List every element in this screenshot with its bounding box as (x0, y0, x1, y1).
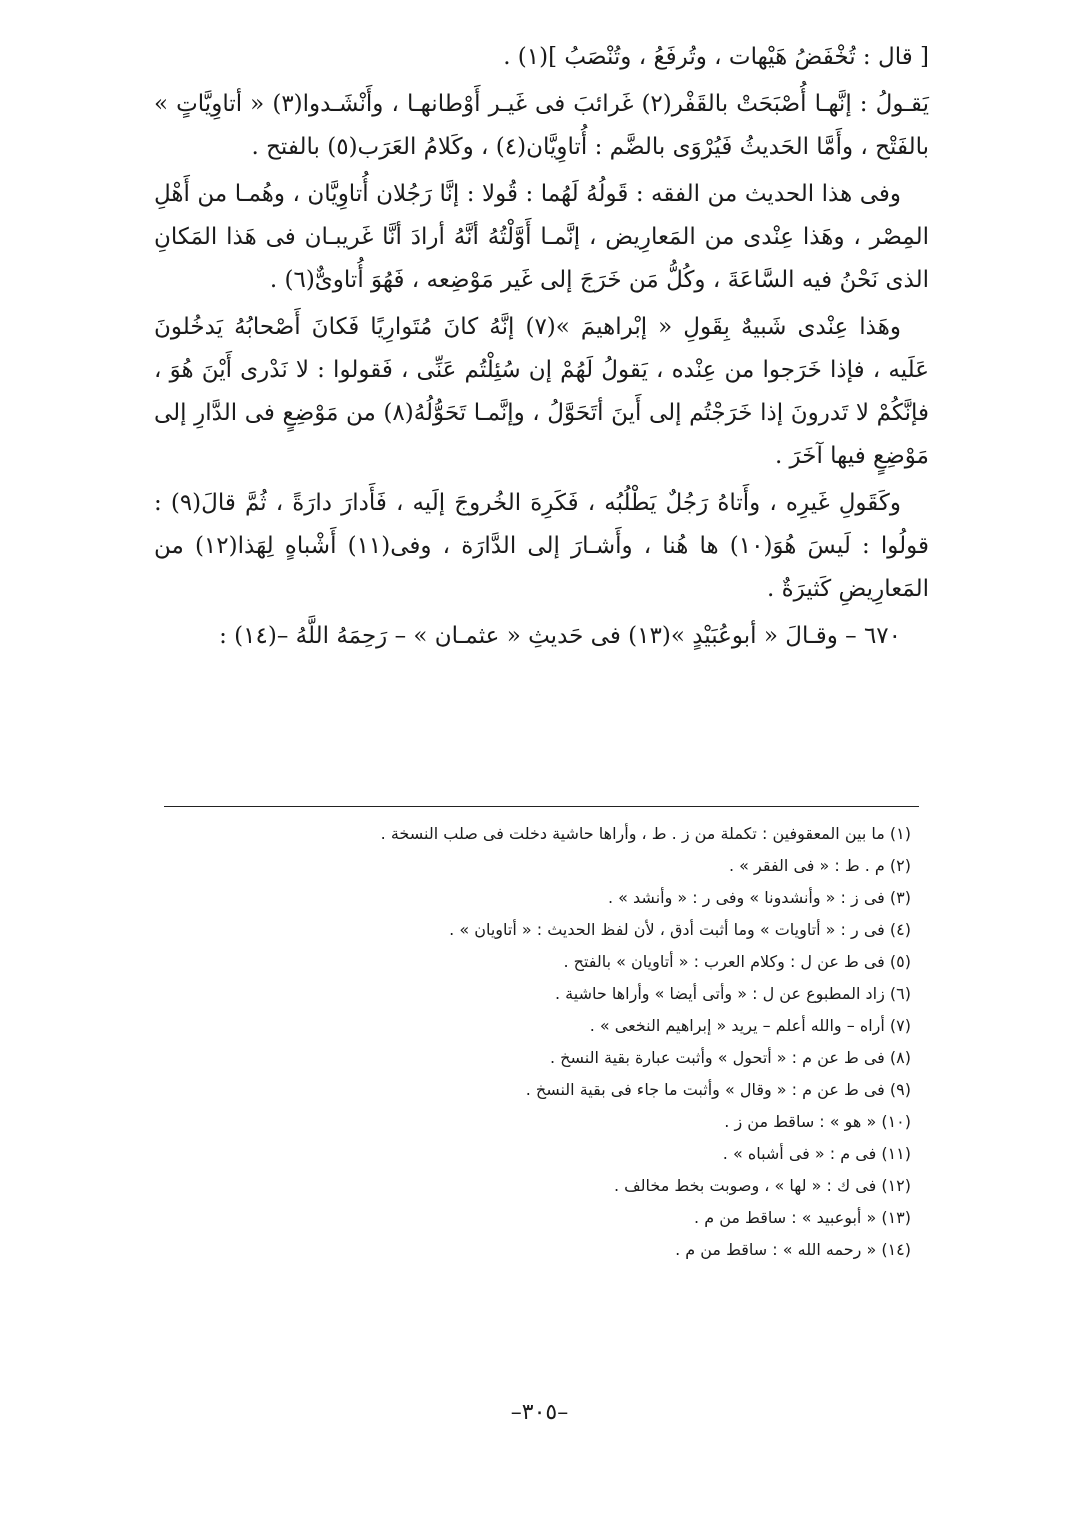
footnote-item: (٧) أراه – والله أعلم – يريد « إبراهيم النخعى » . (589, 1016, 911, 1035)
footnote-item: (٩) فى ط عن م : « وقال » وأثبت ما جاء فى بقية النسخ . (525, 1080, 911, 1099)
footnote-item: (١١) فى م : « فى أشباه » . (722, 1144, 911, 1163)
paragraph-2: يَقـولُ : إنَّهـا أُصْبَحَتْ بالقَفْر(٢) غَرائبَ فى غَيـر أَوْطانهـا ، وأَنْشَـدوا(٣) « أتاوِيَّاتٍ » بالفَتْح ، وأَمَّا الحَديثُ فَيُرْوَى بالضَّم : أُتاوِيَّان(٤) ، وكَلامُ العَرَب(٥) بالفتح . (154, 91, 929, 160)
footnote-item: (٤) فى ر : « أتاويات » وما أثبت أدق ، لأن لفظ الحديث : « أتاويان » . (449, 920, 911, 939)
footnote-item: (١٤) « رحمه الله » : ساقط من م . (675, 1240, 911, 1259)
main-text-block (154, 36, 929, 662)
footnote-item: (٦) زاد المطبوع عن ل : « وأتى أيضا » وأراها حاشية . (555, 984, 911, 1003)
paragraph-1: [ قال : تُخْفَضُ هَيْهات ، وتُرفَعُ ، وتُنْصَبُ ](١) . (503, 44, 929, 70)
footnote-item: (٢) م . ط : « فى الفقر » . (728, 856, 911, 875)
footnote-item: (١) ما بين المعقوفين : تكملة من ز . ط ، وأراها حاشية دخلت فى صلب النسخة . (380, 824, 911, 843)
footnote-item: (٣) فى ز : « وأنشدونا » وفى ر : « وأنشد » . (607, 888, 911, 907)
footnote-item: (١٣) « أبوعبيد » : ساقط من م . (694, 1208, 911, 1227)
footnote-item: (١٠) « هو » : ساقط من ز . (724, 1112, 911, 1131)
footnotes-list (181, 818, 911, 1266)
footnote-item: (٥) فى ط عن ل : وكلام العرب : « أتاويان » بالفتح . (563, 952, 911, 971)
page-number: –٣٠٥– (510, 1400, 569, 1425)
footnote-item: (١٢) فى ك : « لها » ، وصوبت بخط مخالف . (613, 1176, 911, 1195)
paragraph-3: وفى هذا الحديث من الفقه : قَولُهُ لَهُما : قُولا : إنَّا رَجُلان أُتاوِيَّان ، وهُمـا من أَهْلِ المِصْر ، وهَذا عِنْدى من المَعارِيض ، إنَّمـا أَوَّلْتُهُ أنَّهُ أرادَ أنَّا غَريبـان فى هَذا المَكانِ الذى نَحْنُ فيه السَّاعَةَ ، وكُلُّ مَن خَرَجَ إلى غَير مَوْضِعه ، فَهُوَ أُتاوىٌّ(٦) . (154, 181, 929, 293)
paragraph-4: وهَذا عِنْدى شَبيهٌ بِقَولِ « إبْراهيمَ »(٧) إنَّهُ كانَ مُتَوارِيًا فَكانَ أَصْحابُهُ يَدخُلونَ عَلَيه ، فإذا خَرَجوا من عِنْده ، يَقولُ لَهُمْ إن سُئِلْتُم عَنِّى ، فَقولوا : لا نَدْرى أَيْنَ هُوَ ، فإنَّكُمْ لا تَدرونَ إذا خَرَجْتُم إلى أَينَ أتَحَوَّلُ ، وإنَّمـا تَحَوُّلُهُ(٨) من مَوْضِعٍ فى الدَّارِ إلى مَوْضِعٍ فيها آخَرَ . (154, 314, 929, 469)
paragraph-6: ٦٧٠ – وقـالَ « أبوعُبَيْدٍ »(١٣) فى حَديثِ « عثمـان » – رَحِمَهُ اللَّهُ –(١٤) : (219, 623, 901, 649)
footnote-item: (٨) فى ط عن م : « أتحول » وأثبت عبارة بقية النسخ . (549, 1048, 911, 1067)
paragraph-5: وكَقَولِ غَيرِه ، وأَتاهُ رَجُلٌ يَطْلُبُه ، فَكَرِهَ الخُروجَ إلَيه ، فَأَدارَ دارَةً ، ثُمَّ قالَ(٩) : قولُوا : لَيسَ هُوَ(١٠) ها هُنا ، وأَشـارَ إلى الدَّارَة ، وفى(١١) أَشْباهٍ لِهَذا(١٢) من المَعارِيضِ كَثيرَةٌ . (154, 490, 929, 602)
footnote-divider (164, 806, 919, 807)
